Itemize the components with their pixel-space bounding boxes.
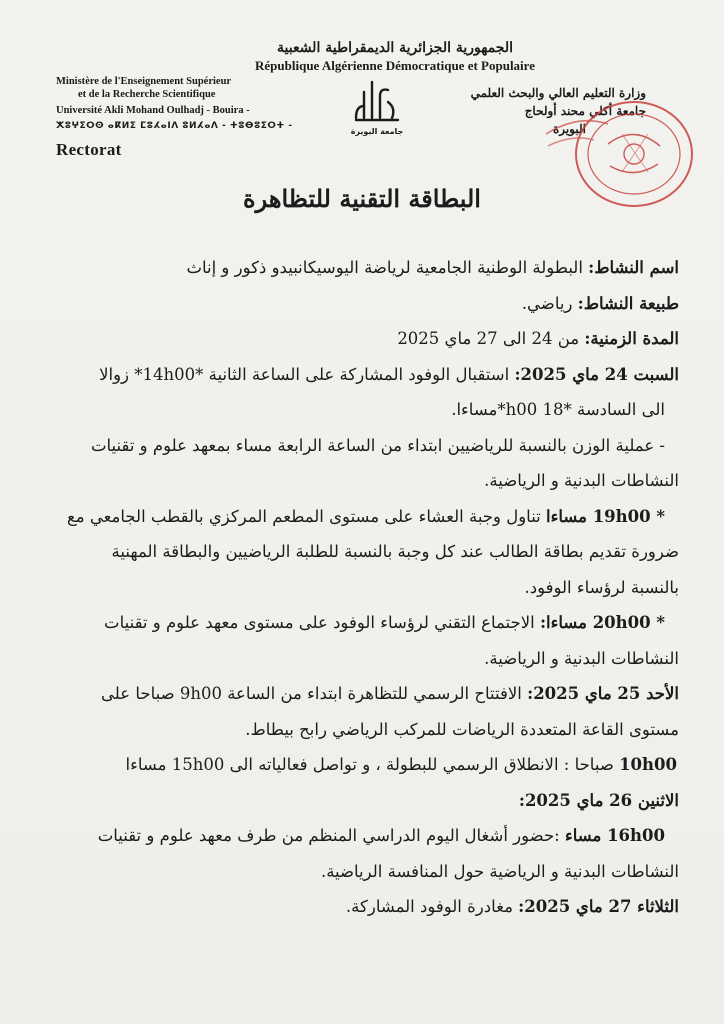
header-left-block — [56, 75, 326, 159]
body-line-label: السبت 24 ماي 2025: — [514, 364, 679, 384]
body-line-label: المدة الزمنية: — [584, 329, 679, 348]
header-republic-arabic: الجمهورية الجزائرية الديمقراطية الشعبية — [276, 40, 513, 56]
body-line — [39, 641, 679, 677]
body-line-label: 16h00 مساء — [564, 826, 665, 845]
city-arabic: البويرة — [552, 122, 586, 136]
body-line — [39, 570, 679, 606]
body-line-text: :حضور أشغال اليوم الدراسي المنظم من طرف معهد علوم و تقنيات — [97, 826, 565, 845]
body-line — [39, 463, 679, 499]
body-line — [39, 499, 679, 535]
body-line-text: بالنسبة لرؤساء الوفود. — [524, 577, 679, 597]
university-name-fr: Université Akli Mohand Oulhadj - Bouira - — [56, 105, 250, 116]
university-arabic: جامعة أكلي محند أولحاج — [524, 104, 646, 118]
ministry-line-2: et de la Recherche Scientifique — [78, 89, 216, 100]
body-line — [39, 818, 679, 854]
body-line — [39, 605, 679, 641]
body-line — [39, 854, 679, 890]
body-line-text: صباحا : الانطلاق الرسمي للبطولة ، و تواصل فعالياته الى 15h00 مساءا — [125, 755, 620, 774]
body-line-text: الاجتماع التقني لرؤساء الوفود على مستوى معهد علوم و تقنيات — [104, 613, 540, 632]
body-line-text: النشاطات البدنية و الرياضية. — [484, 471, 679, 490]
header-republic-french: République Algérienne Démocratique et Populaire — [255, 58, 535, 73]
body-line-text: النشاطات البدنية و الرياضية. — [484, 648, 679, 668]
body-line-label: طبيعة النشاط: — [577, 293, 679, 313]
body-line-label: الاثنين 26 ماي 2025: — [518, 790, 679, 810]
body-line — [39, 250, 679, 286]
university-name-tifinagh: ⵅⵓⵖⵉⵔⵙ ⴰⴽⵍⵉ ⵎⵓⵃⴰⵏⴷ ⵓⵍⵃⴰⴷ - ⵜⵓⴱⵓⵉⵔⵜ - — [56, 121, 293, 131]
body-line — [39, 889, 679, 925]
body-line-label: الأحد 25 ماي 2025: — [527, 684, 679, 703]
body-line-text: مستوى القاعة المتعددة الرياضات للمركب الرياضي رابح بيطاط. — [245, 719, 679, 739]
rectorat-label: Rectorat — [56, 140, 122, 159]
body-line-label: * 19h00 مساءا — [546, 506, 665, 526]
body-line — [39, 747, 679, 783]
body-line — [39, 321, 679, 357]
body-line-text: استقبال الوفود المشاركة على الساعة الثانية *14h00* زوالا — [99, 364, 515, 384]
body-line-text: الى السادسة *18 h00*مساءا. — [451, 400, 665, 419]
document-body — [39, 250, 679, 925]
body-line-text: من 24 الى 27 ماي 2025 — [397, 329, 585, 348]
body-line — [39, 392, 679, 428]
body-line-text: مغادرة الوفود المشاركة. — [345, 897, 519, 916]
body-line-label: الثلاثاء 27 ماي 2025: — [518, 897, 679, 916]
ministry-arabic: وزارة التعليم العالي والبحث العلمي — [470, 86, 646, 100]
body-line-text: - عملية الوزن بالنسبة للرياضيين ابتداء من الساعة الرابعة مساء بمعهد علوم و تقنيات — [90, 435, 665, 455]
body-line — [39, 534, 679, 570]
body-line-text: رياضي. — [521, 293, 578, 313]
body-line — [39, 712, 679, 748]
university-logo — [342, 72, 412, 142]
body-line — [39, 676, 679, 712]
body-line — [39, 357, 679, 393]
body-line — [39, 783, 679, 819]
body-line-label: اسم النشاط: — [588, 258, 679, 277]
document-title: البطاقة التقنية للتظاهرة — [243, 184, 481, 213]
logo-caption: جامعة البويرة — [350, 127, 404, 136]
body-line-text: ضرورة تقديم بطاقة الطالب عند كل وجبة بالنسبة للطلبة الرياضيين والبطاقة المهنية — [111, 542, 679, 561]
body-line-label: 10h00 — [619, 755, 677, 774]
body-line-text: تناول وجبة العشاء على مستوى المطعم المركزي بالقطب الجامعي مع — [66, 506, 547, 526]
body-line-text: الافتتاح الرسمي للتظاهرة ابتداء من الساعة 9h00 صباحا على — [101, 684, 528, 703]
body-line-text: البطولة الوطنية الجامعية لرياضة اليوسيكانبيدو ذكور و إناث — [186, 258, 589, 277]
ministry-line-1: Ministère de l'Enseignement Supérieur — [56, 76, 232, 87]
body-line-label: * 20h00 مساءا: — [539, 613, 665, 632]
body-line — [39, 286, 679, 322]
body-line — [39, 428, 679, 464]
body-line-text: النشاطات البدنية و الرياضية حول المنافسة الرياضية. — [320, 861, 679, 881]
